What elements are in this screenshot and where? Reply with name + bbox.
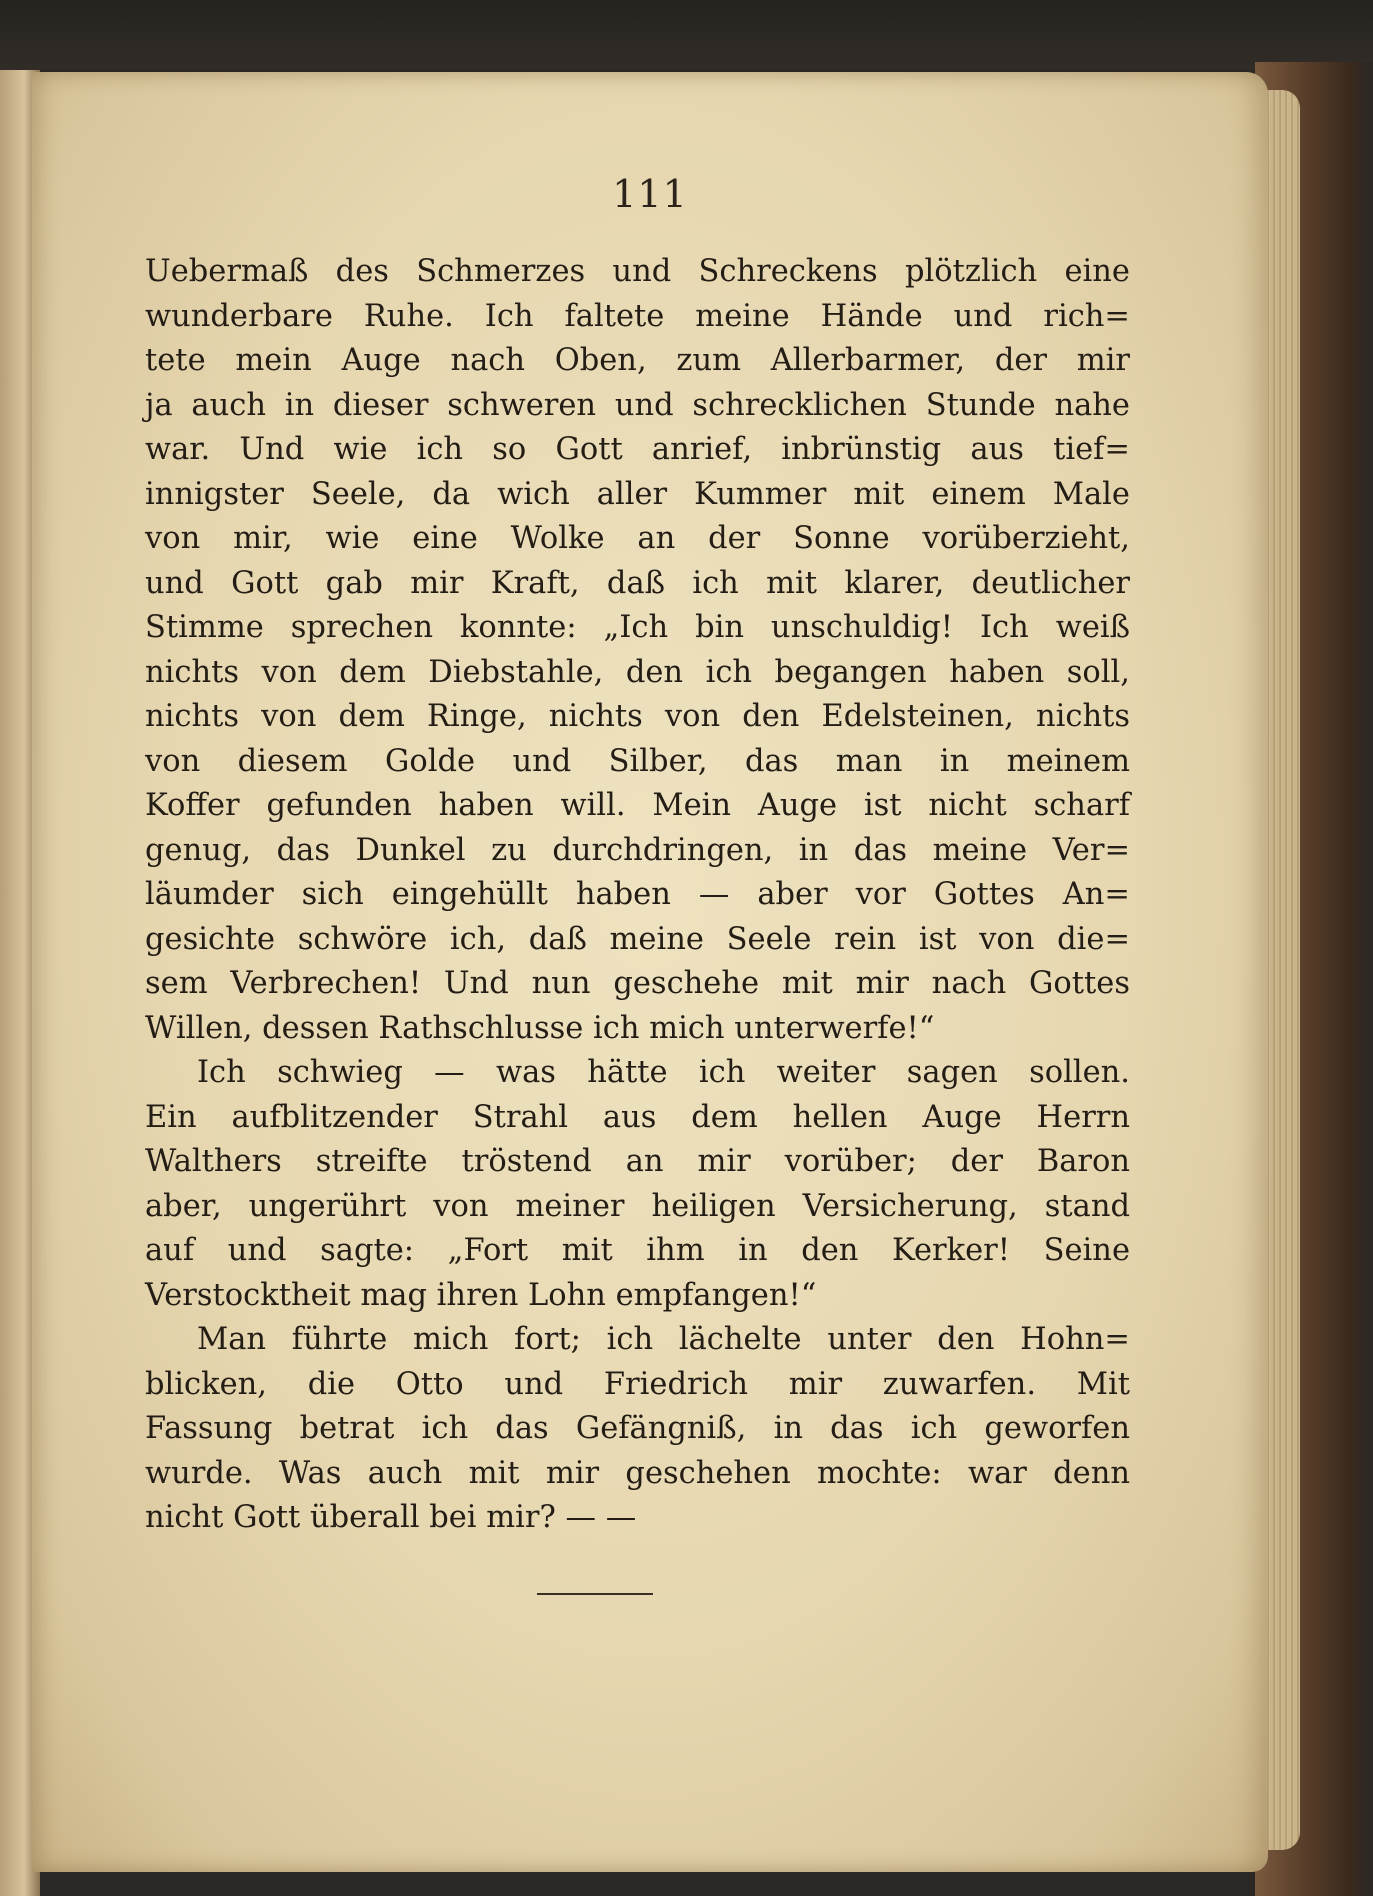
text-line: Ich schwieg — was hätte ich weiter sagen sollen. [197,1055,1130,1090]
text-line: nicht Gott überall bei mir? — — [145,1500,637,1535]
text-line: Walthers streifte tröstend an mir vorüber; der Baron [145,1144,1130,1179]
text-line: wunderbare Ruhe. Ich faltete meine Hände und rich= [145,298,1130,334]
section-divider [537,1593,653,1595]
text-line: war. Und wie ich so Gott anrief, inbrünstig aus tief= [145,432,1130,467]
book-page [32,72,1268,1872]
text-line: von mir, wie eine Wolke an der Sonne vorüberzieht, [145,521,1130,556]
body-text [145,250,1130,1541]
page-number: 111 [612,172,688,216]
text-line: sem Verbrechen! Und nun geschehe mit mir nach Gottes [145,966,1130,1001]
text-line: ja auch in dieser schweren und schrecklichen Stunde nahe [145,387,1130,423]
text-line: Fassung betrat ich das Gefängniß, in das ich geworfen [145,1411,1130,1446]
text-line: nichts von dem Diebstahle, den ich begangen haben soll, [145,654,1130,690]
text-line: Koffer gefunden haben will. Mein Auge ist nicht scharf [145,788,1130,823]
text-line: genug, das Dunkel zu durchdringen, in das meine Ver= [145,832,1130,868]
text-line: wurde. Was auch mit mir geschehen mochte: war denn [145,1455,1130,1491]
text-line: gesichte schwöre ich, daß meine Seele rein ist von die= [145,921,1130,957]
text-line: aber, ungerührt von meiner heiligen Versicherung, stand [145,1188,1130,1224]
text-line: und Gott gab mir Kraft, daß ich mit klarer, deutlicher [145,565,1130,601]
text-line: Uebermaß des Schmerzes und Schreckens plötzlich eine [145,254,1130,289]
text-line: tete mein Auge nach Oben, zum Allerbarmer, der mir [145,343,1130,378]
text-line: Willen, dessen Rathschlusse ich mich unterwerfe!“ [145,1010,935,1046]
text-line: innigster Seele, da wich aller Kummer mit einem Male [145,476,1130,512]
text-line: nichts von dem Ringe, nichts von den Edelsteinen, nichts [145,699,1130,734]
text-line: auf und sagte: „Fort mit ihm in den Kerker! Seine [145,1233,1130,1268]
text-line: läumder sich eingehüllt haben — aber vor Gottes An= [145,877,1130,912]
text-line: Stimme sprechen konnte: „Ich bin unschuldig! Ich weiß [145,610,1130,645]
text-line: Verstocktheit mag ihren Lohn empfangen!“ [145,1277,817,1313]
text-line: Man führte mich fort; ich lächelte unter den Hohn= [197,1322,1130,1357]
text-line: blicken, die Otto und Friedrich mir zuwarfen. Mit [145,1366,1130,1402]
text-line: von diesem Golde und Silber, das man in meinem [145,743,1130,779]
scan-background [0,0,1373,70]
text-line: Ein aufblitzender Strahl aus dem hellen Auge Herrn [145,1099,1130,1135]
